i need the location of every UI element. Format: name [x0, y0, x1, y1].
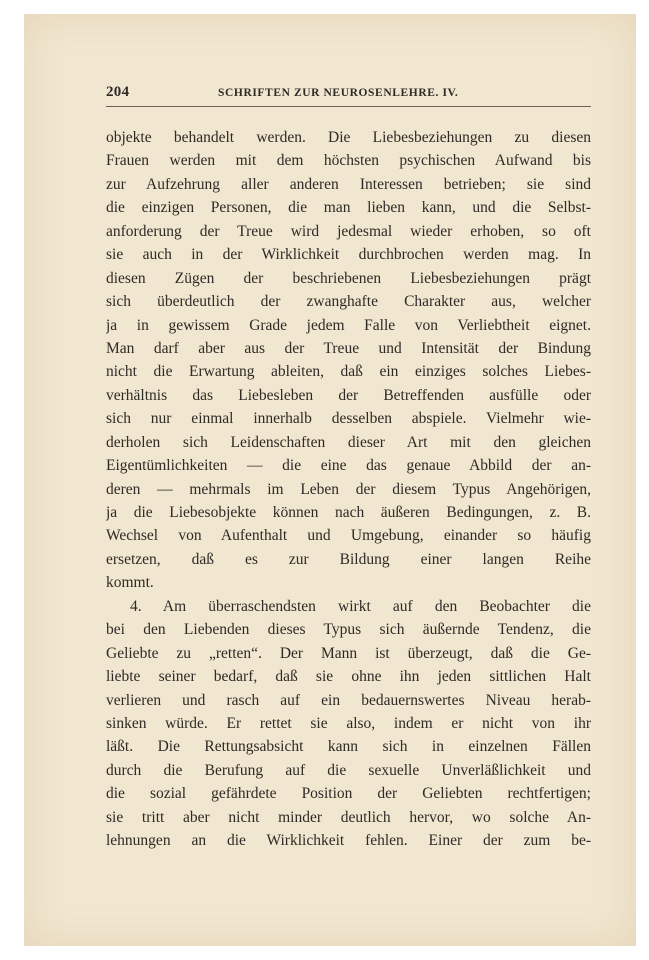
text-line: ja in gewissem Grade jedem Falle von Verliebtheit eignet. [106, 316, 591, 334]
text-line: verlieren und rasch auf ein bedauernswertes Niveau herab- [106, 691, 591, 709]
text-line: 4. Am überraschendsten wirkt auf den Beobachter die [130, 597, 591, 615]
text-line: Wechsel von Aufenthalt und Umgebung, einander so häufig [106, 527, 591, 545]
text-line: durch die Berufung auf die sexuelle Unverläßlichkeit und [106, 761, 591, 779]
text-line: die sozial gefährdete Position der Geliebten rechtfertigen; [106, 785, 591, 803]
text-line: liebte seiner bedarf, daß sie ohne ihn jeden sittlichen Halt [106, 668, 591, 686]
text-line: Geliebte zu „retten“. Der Mann ist überzeugt, daß die Ge- [106, 644, 591, 662]
body-text [106, 126, 591, 853]
text-line: zur Aufzehrung aller anderen Interessen betrieben; sie sind [106, 175, 591, 193]
text-line: sich nur einmal innerhalb desselben abspiele. Vielmehr wie- [106, 410, 591, 428]
text-line: Eigentümlichkeiten — die eine das genaue Abbild der an- [106, 457, 591, 475]
text-line: kommt. [106, 574, 154, 592]
text-line: lehnungen an die Wirklichkeit fehlen. Einer der zum be- [106, 832, 591, 850]
text-line: objekte behandelt werden. Die Liebesbeziehungen zu diesen [106, 129, 591, 146]
text-line: anforderung der Treue wird jedesmal wieder erhoben, so oft [106, 222, 591, 240]
text-line: bei den Liebenden dieses Typus sich äußernde Tendenz, die [106, 621, 591, 639]
text-line: Man darf aber aus der Treue und Intensität der Bindung [106, 339, 591, 357]
running-title: SCHRIFTEN ZUR NEUROSENLEHRE. IV. [218, 87, 459, 99]
text-line: sinken würde. Er rettet sie also, indem er nicht von ihr [106, 714, 591, 732]
text-line: deren — mehrmals im Leben der diesem Typus Angehörigen, [106, 480, 591, 498]
text-line: ja die Liebesobjekte können nach äußeren Bedingungen, z. B. [106, 504, 591, 521]
text-line: verhältnis das Liebesleben der Betreffenden ausfülle oder [106, 386, 591, 404]
text-line: Frauen werden mit dem höchsten psychischen Aufwand bis [106, 152, 591, 170]
text-line: diesen Zügen der beschriebenen Liebesbeziehungen prägt [106, 269, 591, 287]
text-line: nicht die Erwartung ableiten, daß ein einziges solches Liebes- [106, 363, 591, 381]
text-line: sich überdeutlich der zwanghafte Charakter aus, welcher [106, 293, 591, 311]
running-header [106, 86, 591, 107]
text-line: derholen sich Leidenschaften dieser Art mit den gleichen [106, 433, 591, 451]
text-line: sie tritt aber nicht minder deutlich hervor, wo solche An- [106, 808, 591, 826]
text-line: läßt. Die Rettungsabsicht kann sich in einzelnen Fällen [106, 738, 591, 756]
text-line: die einzigen Personen, die man lieben kann, und die Selbst- [106, 199, 591, 217]
text-line: ersetzen, daß es zur Bildung einer langen Reihe [106, 550, 591, 568]
page-number: 204 [106, 84, 130, 100]
text-line: sie auch in der Wirklichkeit durchbrochen werden mag. In [106, 246, 591, 264]
